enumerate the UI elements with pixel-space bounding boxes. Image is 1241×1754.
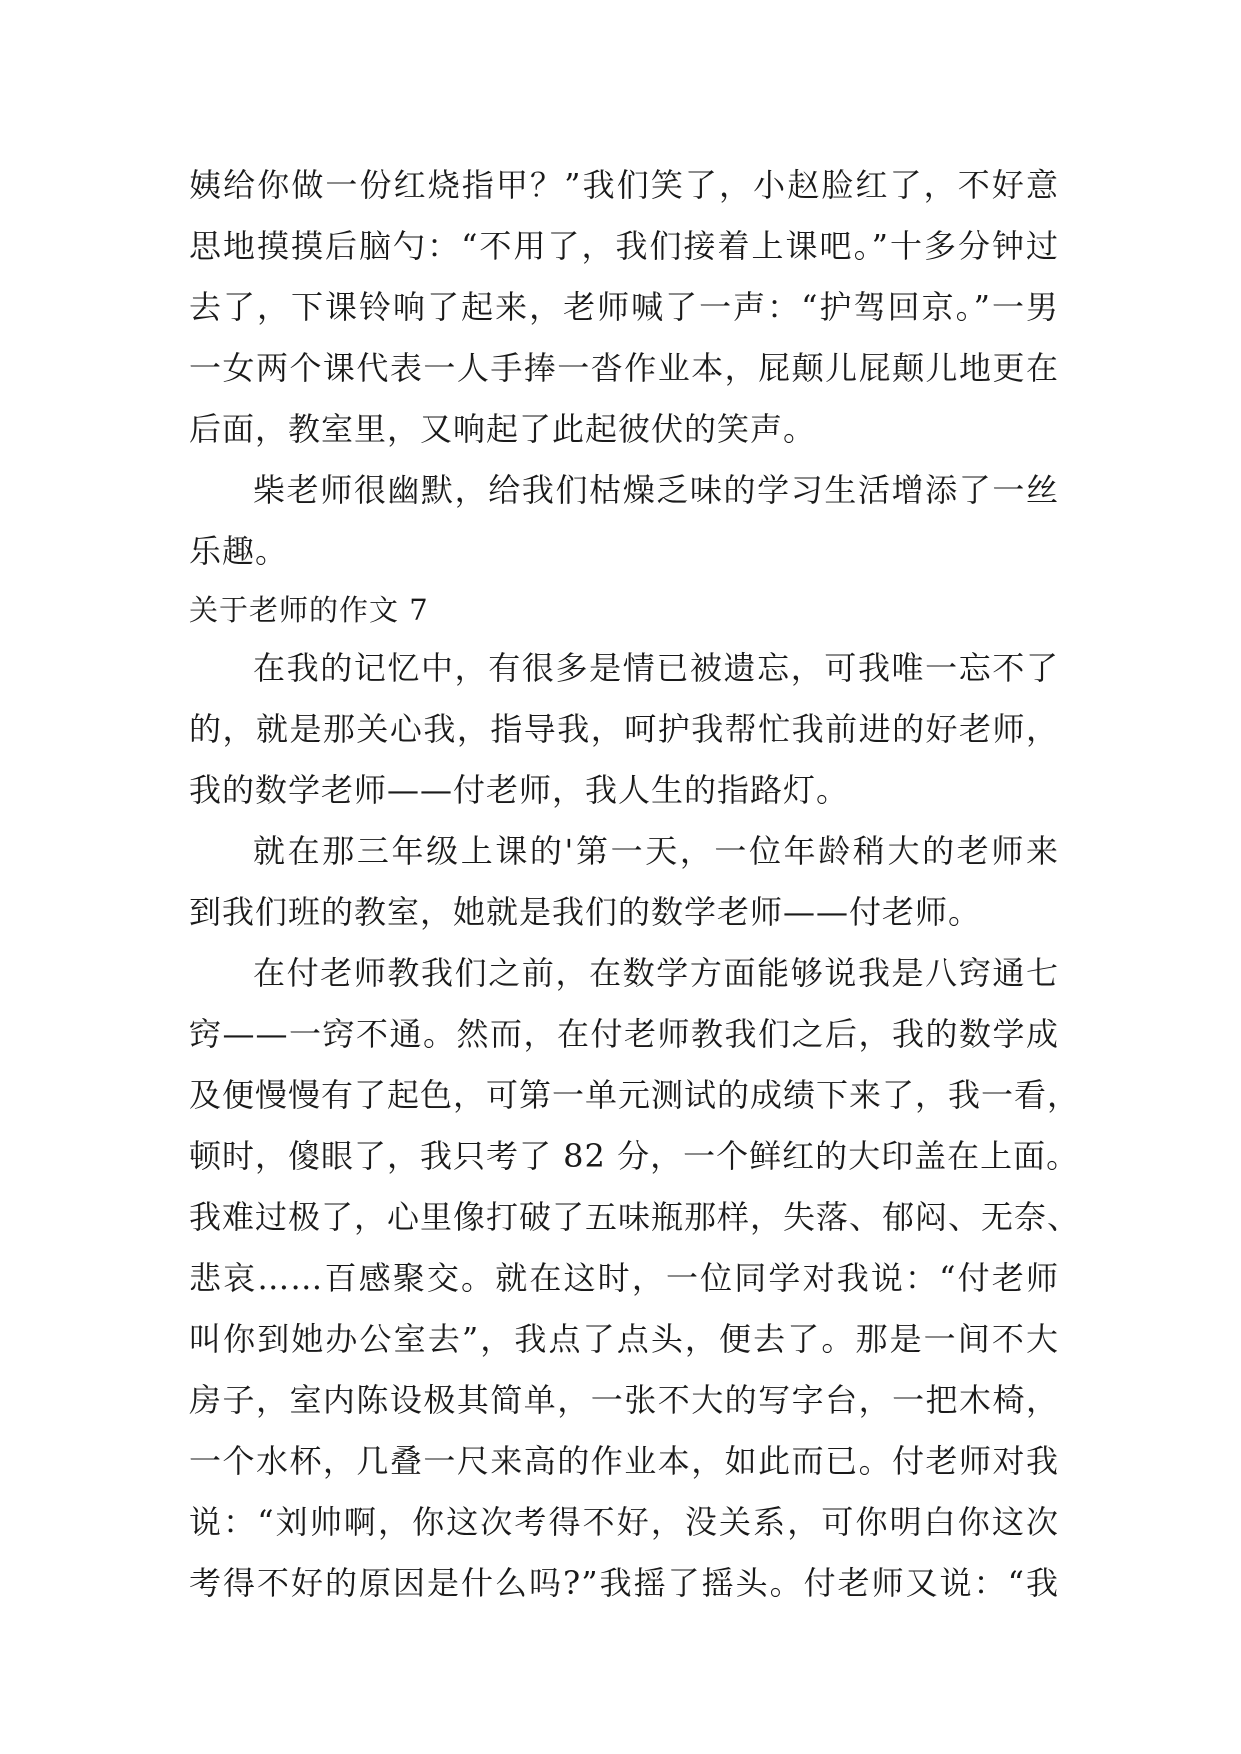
text-line: 叫你到她办公室去”，我点了点头，便去了。那是一间不大 [189, 1320, 1059, 1358]
text-line: 思地摸摸后脑勺：“不用了，我们接着上课吧。”十多分钟过 [189, 227, 1059, 265]
text-line: 悲哀……百感聚交。就在这时，一位同学对我说：“付老师 [189, 1259, 1059, 1297]
paragraph [189, 155, 1059, 460]
text-line: 房子，室内陈设极其简单，一张不大的写字台，一把木椅， [189, 1381, 1059, 1419]
paragraph [189, 460, 1059, 582]
text-line: 考得不好的原因是什么吗?”我摇了摇头。付老师又说：“我 [189, 1564, 1059, 1602]
text-line: 后面，教室里，又响起了此起彼伏的笑声。 [189, 410, 817, 448]
text-line: 去了，下课铃响了起来，老师喊了一声：“护驾回京。”一男 [189, 288, 1059, 326]
text-line: 姨给你做一份红烧指甲？”我们笑了，小赵脸红了，不好意 [189, 166, 1059, 204]
text-line: 在付老师教我们之前，在数学方面能够说我是八窍通七 [253, 954, 1059, 992]
text-line: 到我们班的教室，她就是我们的数学老师——付老师。 [189, 893, 982, 931]
paragraph [189, 638, 1059, 821]
text-line: 我的数学老师——付老师，我人生的指路灯。 [189, 771, 850, 809]
text-line: 一个水杯，几叠一尺来高的作业本，如此而已。付老师对我 [189, 1442, 1059, 1480]
text-line: 顿时，傻眼了，我只考了 82 分，一个鲜红的大印盖在上面。 [189, 1137, 1080, 1175]
text-line: 乐趣。 [189, 532, 289, 570]
section-title: 关于老师的作文 7 [189, 593, 429, 627]
paragraph [189, 943, 1081, 1614]
document-body [189, 155, 1081, 1614]
text-line: 我难过极了，心里像打破了五味瓶那样，失落、郁闷、无奈、 [189, 1198, 1081, 1236]
text-line: 窍——一窍不通。然而，在付老师教我们之后，我的数学成 [189, 1015, 1059, 1053]
paragraph [189, 821, 1059, 943]
text-line: 的，就是那关心我，指导我，呵护我帮忙我前进的好老师， [189, 710, 1059, 748]
text-line: 说：“刘帅啊，你这次考得不好，没关系，可你明白你这次 [189, 1503, 1059, 1541]
text-line: 就在那三年级上课的'第一天，一位年龄稍大的老师来 [253, 832, 1059, 870]
text-line: 在我的记忆中，有很多是情已被遗忘，可我唯一忘不了 [253, 649, 1059, 687]
text-line: 柴老师很幽默，给我们枯燥乏味的学习生活增添了一丝 [253, 471, 1059, 509]
text-line: 及便慢慢有了起色，可第一单元测试的成绩下来了，我一看， [189, 1076, 1081, 1114]
text-line: 一女两个课代表一人手捧一沓作业本，屁颠儿屁颠儿地更在 [189, 349, 1059, 387]
